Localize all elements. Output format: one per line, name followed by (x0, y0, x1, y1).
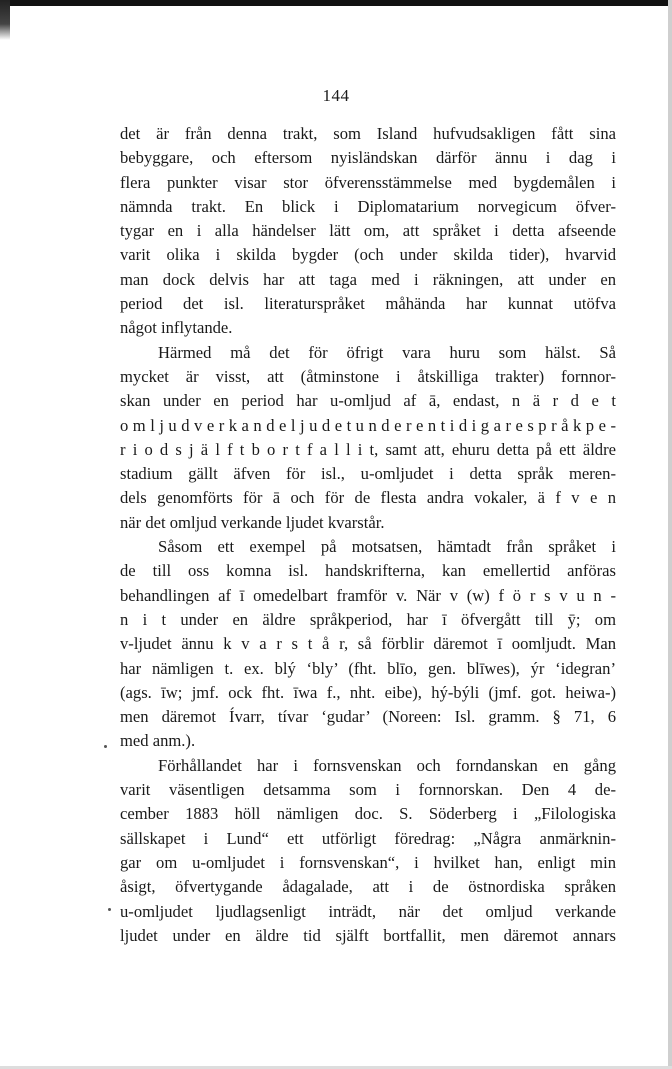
text-line: cember 1883 höll nämligen doc. S. Söderberg i „Filologiska (120, 804, 616, 824)
text-line: u-omljudet ljudlagsenligt inträdt, när det omljud verkande (120, 901, 616, 921)
text-line: period det isl. literaturspråket måhända har kunnat utöfva (120, 294, 616, 314)
scan-edge-right (668, 0, 672, 1069)
text-line: Härmed må det för öfrigt vara huru som hälst. Så (158, 342, 616, 362)
text-line: tygar en i alla händelser lätt om, att språket i detta afseende (120, 221, 616, 241)
text-line: (ags. īw; jmf. ock fht. īwa f., nht. eibe), hý-býli (jmf. got. heiwa-) (120, 682, 616, 702)
text-line: ljudet under en äldre tid själft bortfallit, men däremot annars (120, 925, 616, 945)
text-line: nämnda trakt. En blick i Diplomatarium norvegicum öfver- (120, 196, 616, 216)
margin-mark (108, 908, 111, 911)
text-line: r i o d s j ä l f t b o r t f a l l i t, samt att, ehuru detta på ett äldre (120, 439, 616, 459)
text-line: när det omljud verkande ljudet kvarstår. (120, 512, 385, 532)
text-line: bebyggare, och eftersom nyisländskan därför ännu i dag i (120, 148, 616, 168)
text-line: man dock delvis har att taga med i räkningen, att under en (120, 269, 616, 289)
text-line: det är från denna trakt, som Island hufvudsakligen fått sina (120, 124, 616, 143)
text-line: varit väsentligen detsamma som i fornnorskan. Den 4 de- (120, 780, 616, 800)
body-text (120, 122, 616, 948)
scan-edge-top (0, 0, 672, 6)
text-line: Såsom ett exempel på motsatsen, hämtadt från språket i (158, 537, 616, 557)
text-line: varit olika i skilda bygder (och under skilda tider), hvarvid (120, 245, 616, 265)
text-line: mycket är visst, att (åtminstone i åtskilliga trakter) fornnor- (120, 366, 616, 386)
text-line: flera punkter visar stor öfverensstämmelse med bygdemålen i (120, 172, 616, 192)
text-line: Förhållandet har i fornsvenskan och forndanskan en gång (158, 755, 616, 775)
text-line: behandlingen af ī omedelbart framför v. När v (w) f ö r s v u n - (120, 585, 616, 605)
text-line: n i t under en äldre språkperiod, har ī öfvergått till ȳ; om (120, 609, 616, 629)
text-line: med anm.). (120, 731, 196, 751)
text-line: stadium gällt äfven för isl., u-omljudet i detta språk meren- (120, 464, 616, 484)
text-line: de till oss komna isl. handskrifterna, kan emellertid anföras (120, 561, 616, 581)
text-line: o m l j u d v e r k a n d e l j u d e t u n d e r e n t i d i g a r e s p r å k p e - (120, 415, 616, 435)
margin-mark (104, 745, 107, 748)
text-line: något inflytande. (120, 318, 233, 338)
text-line: dels genomförts för ā och för de flesta andra vokaler, ä f v e n (120, 488, 616, 508)
scan-edge-left (0, 0, 10, 40)
text-line: åsigt, öfvertygande ådagalade, att i de östnordiska språken (120, 877, 616, 897)
text-line: gar om u-omljudet i fornsvenskan“, i hvilket han, enligt min (120, 852, 616, 872)
text-line: men däremot Ívarr, tívar ‘gudar’ (Noreen: Isl. gramm. § 71, 6 (120, 707, 616, 727)
text-line: sällskapet i Lund“ ett utförligt föredrag: „Några anmärknin- (120, 828, 616, 848)
text-line: har nämligen t. ex. blý ‘bly’ (fht. blīo, gen. blīwes), ýr ‘idegran’ (120, 658, 616, 678)
text-line: skan under en period har u-omljud af ā, endast, n ä r d e t (120, 391, 616, 411)
text-line: v-ljudet ännu k v a r s t å r, så förblir däremot ī oomljudt. Man (120, 634, 616, 654)
page-number: 144 (322, 86, 350, 105)
